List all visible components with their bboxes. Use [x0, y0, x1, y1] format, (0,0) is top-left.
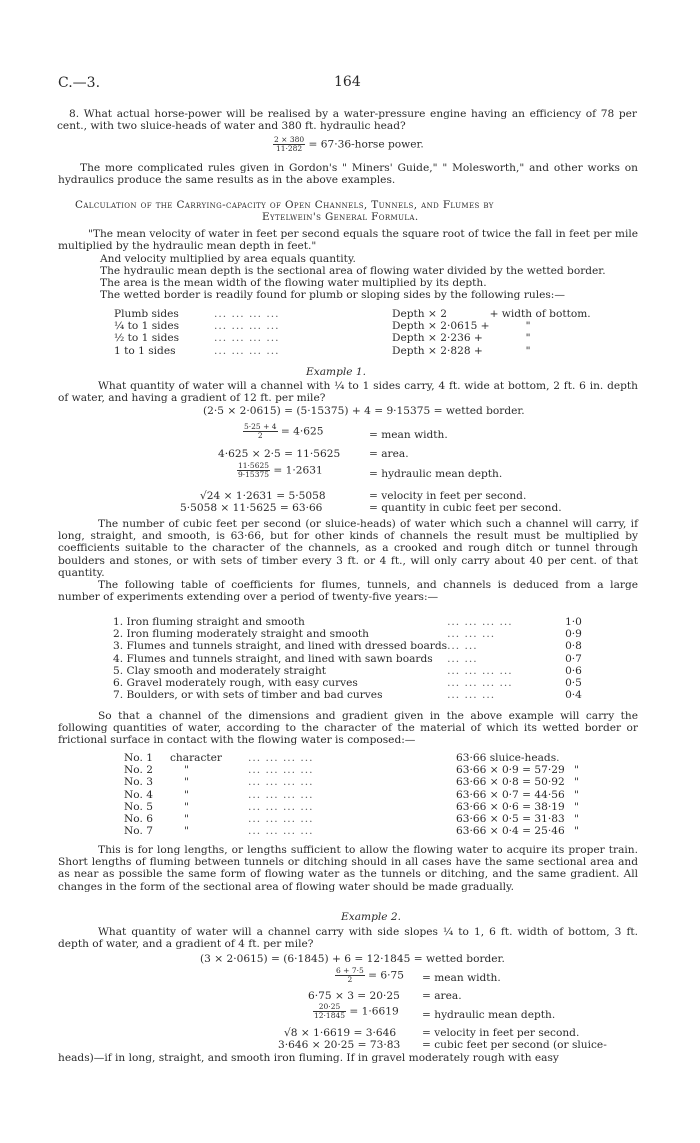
coefficient-value: 0·4: [565, 689, 582, 702]
intro-p1: "The mean velocity of water in feet per second equals the square root of twice the fall in feet per mile multiplied by the hydraulic mean depth in feet.": [58, 228, 638, 253]
channel-value: 63·66 × 0·8 = 50·92: [456, 776, 565, 789]
coefficient-label: 1. Iron fluming straight and smooth: [113, 616, 305, 628]
ex2-mw-desc: = mean width.: [422, 972, 501, 984]
channel-value: 63·66 × 0·4 = 25·46: [456, 825, 565, 838]
question-8: [57, 108, 637, 133]
section-subtitle: Eytelwein's General Formula.: [262, 211, 419, 223]
sides-label: ½ to 1 sides: [114, 332, 180, 345]
sides-row: [114, 308, 591, 320]
sides-extra: ": [525, 320, 531, 333]
channel-dots: ... ... ... ...: [248, 825, 314, 838]
ex2-wetted-border: (3 × 2·0615) = (6·1845) + 6 = 12·1845 = wetted border.: [200, 953, 505, 965]
channel-dots: ... ... ... ...: [248, 800, 314, 813]
ex2-hmd-num: 20·25: [313, 1003, 346, 1012]
ex2-velocity-calc: √8 × 1·6619 = 3·646: [284, 1027, 397, 1039]
long-lengths-paragraph: [58, 844, 638, 893]
ex1-hmd-rhs: = 1·2631: [273, 464, 323, 477]
coefficient-label: 4. Flumes and tunnels straight, and lined with sawn boards: [113, 652, 433, 665]
ex2-mean-width: [335, 967, 404, 984]
sides-row: [114, 320, 591, 332]
ex1-mean-width-fraction: [243, 423, 278, 440]
sides-value: Depth × 2·236 +: [392, 332, 483, 345]
channel-character: character: [170, 752, 222, 764]
intro-p5: The wetted border is readily found for plumb or sloping sides by the following rules:—: [100, 289, 565, 301]
coefficient-value: 0·8: [565, 640, 582, 653]
coefficient-label: 7. Boulders, or with sets of timber and bad curves: [113, 689, 383, 702]
ex1-quantity-calc: 5·5058 × 11·5625 = 63·66: [180, 502, 323, 514]
channels-table: [124, 752, 579, 837]
coefficient-label: 5. Clay smooth and moderately straight: [113, 664, 327, 677]
ex2-mw-den: 2: [347, 975, 353, 984]
ex2-final-line: heads)—if in long, straight, and smooth iron fluming. If in gravel moderately rough with easy: [58, 1052, 559, 1064]
channel-row: [124, 813, 579, 825]
ex1-mw-num: 5·25 + 4: [244, 422, 277, 431]
channel-character: ": [184, 825, 189, 838]
ex1-mw-rhs: = 4·625: [280, 425, 324, 438]
so-that-text: So that a channel of the dimensions and gradient given in the above example will carry the following quantities of water, according to the character of the material of which its wetted border or frictional surface in contact with the flowing water is composed:—: [58, 710, 638, 747]
channel-character: ": [184, 800, 189, 813]
ex2-quantity-desc: = cubic feet per second (or sluice-: [422, 1039, 607, 1051]
channel-no: No. 2: [124, 764, 153, 777]
so-that-paragraph: [58, 710, 638, 747]
ex1-hmd: [237, 462, 323, 479]
channel-ditto: ": [574, 800, 579, 813]
coefficient-row: [113, 628, 582, 640]
q8-formula: [273, 136, 424, 153]
document-reference: C.—3.: [58, 75, 101, 91]
channel-row: [124, 752, 579, 764]
coefficient-dots: ... ... ...: [447, 689, 496, 702]
ex1-hmd-desc: = hydraulic mean depth.: [369, 468, 503, 480]
channel-ditto: ": [574, 776, 579, 789]
sides-dots: ... ... ... ...: [214, 320, 280, 333]
example-1-question: [58, 380, 638, 404]
example-2-question-text: What quantity of water will a channel carry with side slopes ¼ to 1, 6 ft. width of bottom, 3 ft. depth of water, and a gradient of 4 ft. per mile?: [58, 926, 638, 951]
coefficient-value: 1·0: [565, 616, 582, 628]
channel-row: [124, 789, 579, 801]
ex2-quantity-calc: 3·646 × 20·25 = 73·83: [278, 1039, 401, 1051]
channel-ditto: ": [574, 788, 579, 801]
ex2-mean-width-fraction: [335, 967, 365, 984]
channel-row: [124, 776, 579, 788]
ex2-hmd-fraction: [313, 1003, 346, 1020]
coefficient-label: 3. Flumes and tunnels straight, and lined with dressed boards: [113, 640, 448, 653]
coefficient-dots: ... ...: [447, 640, 478, 653]
channel-ditto: [574, 752, 579, 764]
sides-value: Depth × 2·828 +: [392, 344, 483, 357]
example-2-question: [58, 926, 638, 950]
sides-label: 1 to 1 sides: [114, 344, 176, 357]
coefficient-dots: ... ... ... ...: [447, 677, 513, 690]
coefficient-row: [113, 665, 582, 677]
coefficient-dots: ... ... ...: [447, 628, 496, 641]
channel-no: No. 7: [124, 825, 153, 838]
ex1-wetted-border: (2·5 × 2·0615) = (5·15375) + 4 = 9·15375 = wetted border.: [203, 405, 525, 417]
ex1-quantity-desc: = quantity in cubic feet per second.: [369, 502, 562, 514]
ex1-velocity-desc: = velocity in feet per second.: [369, 490, 527, 502]
q8-fraction-numerator: 2 × 380: [274, 135, 305, 144]
channel-character: ": [184, 764, 189, 777]
sides-value: Depth × 2·0615 +: [392, 320, 490, 333]
rules-paragraph: [58, 162, 638, 186]
ex2-hmd-rhs: = 1·6619: [349, 1005, 399, 1018]
channel-ditto: ": [574, 813, 579, 826]
channel-dots: ... ... ... ...: [248, 776, 314, 789]
ex1-after-text: The number of cubic feet per second (or sluice-heads) of water which such a channel will carry, if long, straight, and smooth, is 63·66, but for other kinds of channels the result must be multiplied by coefficients suitable to the character of the channels, as a crooked and rough ditch or tunnel through boulders and stones, or with sets of timber every 3 ft. or 4 ft., will only carry about 40 per cent. of that quantity.: [58, 518, 638, 579]
channel-no: No. 6: [124, 813, 153, 826]
coefficient-value: 0·7: [565, 652, 582, 665]
sides-label: Plumb sides: [114, 308, 179, 320]
channel-row: [124, 764, 579, 776]
ex1-mw-desc: = mean width.: [369, 429, 448, 441]
ex2-area-desc: = area.: [422, 990, 462, 1002]
coefficients-intro-text: The following table of coefficients for flumes, tunnels, and channels is deduced from a large number of experiments extending over a period of twenty-five years:—: [58, 579, 638, 604]
sides-value: Depth × 2: [392, 308, 447, 320]
channel-dots: ... ... ... ...: [248, 764, 314, 777]
channel-no: No. 5: [124, 800, 153, 813]
coefficient-value: 0·5: [565, 677, 582, 690]
intro-p4: The area is the mean width of the flowing water multiplied by its depth.: [100, 277, 487, 289]
question-8-text: 8. What actual horse-power will be realised by a water-pressure engine having an efficiency of 78 per cent., with two sluice-heads of water and 380 ft. hydraulic head?: [57, 108, 637, 133]
sides-extra: + width of bottom.: [489, 308, 591, 320]
ex1-mw-den: 2: [257, 431, 263, 440]
rules-text: The more complicated rules given in Gordon's " Miners' Guide," " Molesworth," and other works on hydraulics produce the same results as in the above examples.: [58, 162, 638, 187]
example-2-heading: Example 2.: [341, 911, 401, 923]
channel-no: No. 4: [124, 788, 153, 801]
example-1-heading: Example 1.: [306, 366, 366, 378]
channel-ditto: ": [574, 825, 579, 838]
q8-fraction-denominator: 11·282: [275, 144, 303, 153]
intro-p2: And velocity multiplied by area equals quantity.: [100, 253, 356, 265]
intro-formula-statement: [58, 228, 638, 252]
coefficient-dots: ... ... ... ...: [447, 664, 513, 677]
channel-value: 63·66 × 0·5 = 31·83: [456, 813, 565, 826]
ex1-hmd-fraction: [237, 462, 270, 479]
ex1-after-paragraph: [58, 518, 638, 579]
sides-label: ¼ to 1 sides: [114, 320, 180, 333]
sides-table: [114, 308, 591, 357]
sides-row: [114, 345, 591, 357]
coefficient-value: 0·9: [565, 628, 582, 641]
ex1-area-desc: = area.: [369, 448, 409, 460]
coefficients-table: [113, 616, 582, 701]
sides-extra: ": [525, 344, 531, 357]
ex2-mw-rhs: = 6·75: [368, 969, 404, 982]
coefficient-row: [113, 640, 582, 652]
channel-value: 63·66 × 0·9 = 57·29: [456, 764, 565, 777]
channel-dots: ... ... ... ...: [248, 813, 314, 826]
channel-dots: ... ... ... ...: [248, 788, 314, 801]
page-number: 164: [334, 74, 361, 90]
coefficient-row: [113, 653, 582, 665]
sides-dots: ... ... ... ...: [214, 332, 280, 345]
coefficient-row: [113, 616, 582, 628]
channel-character: ": [184, 813, 189, 826]
ex2-area-calc: 6·75 × 3 = 20·25: [308, 990, 400, 1002]
ex1-velocity-calc: √24 × 1·2631 = 5·5058: [200, 490, 326, 502]
ex2-mw-num: 6 + 7·5: [336, 966, 364, 975]
coefficient-label: 6. Gravel moderately rough, with easy curves: [113, 677, 358, 690]
ex1-hmd-num: 11·5625: [238, 461, 270, 470]
ex2-hmd: [313, 1003, 399, 1020]
coefficients-intro-paragraph: [58, 579, 638, 603]
ex1-hmd-den: 9·15375: [238, 470, 270, 479]
channel-value: 63·66 sluice-heads.: [456, 752, 560, 764]
long-lengths-text: This is for long lengths, or lengths sufficient to allow the flowing water to acquire its proper train. Short lengths of fluming between tunnels or ditching should in all cases have the same sectional area and as near as possible the same form of flowing water as the tunnels or ditching, and the same gradient. All changes in the form of the sectional area of flowing water should be made gradually.: [58, 844, 638, 893]
example-1-question-text: What quantity of water will a channel with ¼ to 1 sides carry, 4 ft. wide at bottom, 2 ft. 6 in. depth of water, and having a gradient of 12 ft. per mile?: [58, 380, 638, 405]
sides-dots: ... ... ... ...: [214, 308, 280, 320]
channel-value: 63·66 × 0·7 = 44·56: [456, 788, 565, 801]
ex2-hmd-desc: = hydraulic mean depth.: [422, 1009, 556, 1021]
channel-character: ": [184, 776, 189, 789]
sides-row: [114, 332, 591, 344]
coefficient-label: 2. Iron fluming moderately straight and smooth: [113, 628, 370, 641]
coefficient-value: 0·6: [565, 664, 582, 677]
coefficient-dots: ... ... ... ...: [447, 616, 513, 628]
coefficient-row: [113, 677, 582, 689]
channel-value: 63·66 × 0·6 = 38·19: [456, 800, 565, 813]
intro-p3: The hydraulic mean depth is the sectional area of flowing water divided by the wetted border.: [100, 265, 606, 277]
ex1-mean-width: [243, 423, 323, 440]
channel-row: [124, 825, 579, 837]
q8-formula-result: = 67·36-horse power.: [308, 138, 424, 151]
sides-extra: ": [525, 332, 531, 345]
section-title: Calculation of the Carrying-capacity of Open Channels, Tunnels, and Flumes by: [75, 199, 494, 211]
channel-character: ": [184, 788, 189, 801]
channel-no: No. 3: [124, 776, 153, 789]
channel-ditto: ": [574, 764, 579, 777]
ex2-hmd-den: 12·1845: [314, 1011, 346, 1020]
channel-dots: ... ... ... ...: [248, 752, 314, 764]
ex1-area-calc: 4·625 × 2·5 = 11·5625: [218, 448, 341, 460]
q8-fraction: [273, 136, 305, 153]
sides-dots: ... ... ... ...: [214, 344, 280, 357]
coefficient-dots: ... ...: [447, 652, 478, 665]
ex2-velocity-desc: = velocity in feet per second.: [422, 1027, 580, 1039]
channel-row: [124, 801, 579, 813]
coefficient-row: [113, 689, 582, 701]
channel-no: No. 1: [124, 752, 153, 764]
